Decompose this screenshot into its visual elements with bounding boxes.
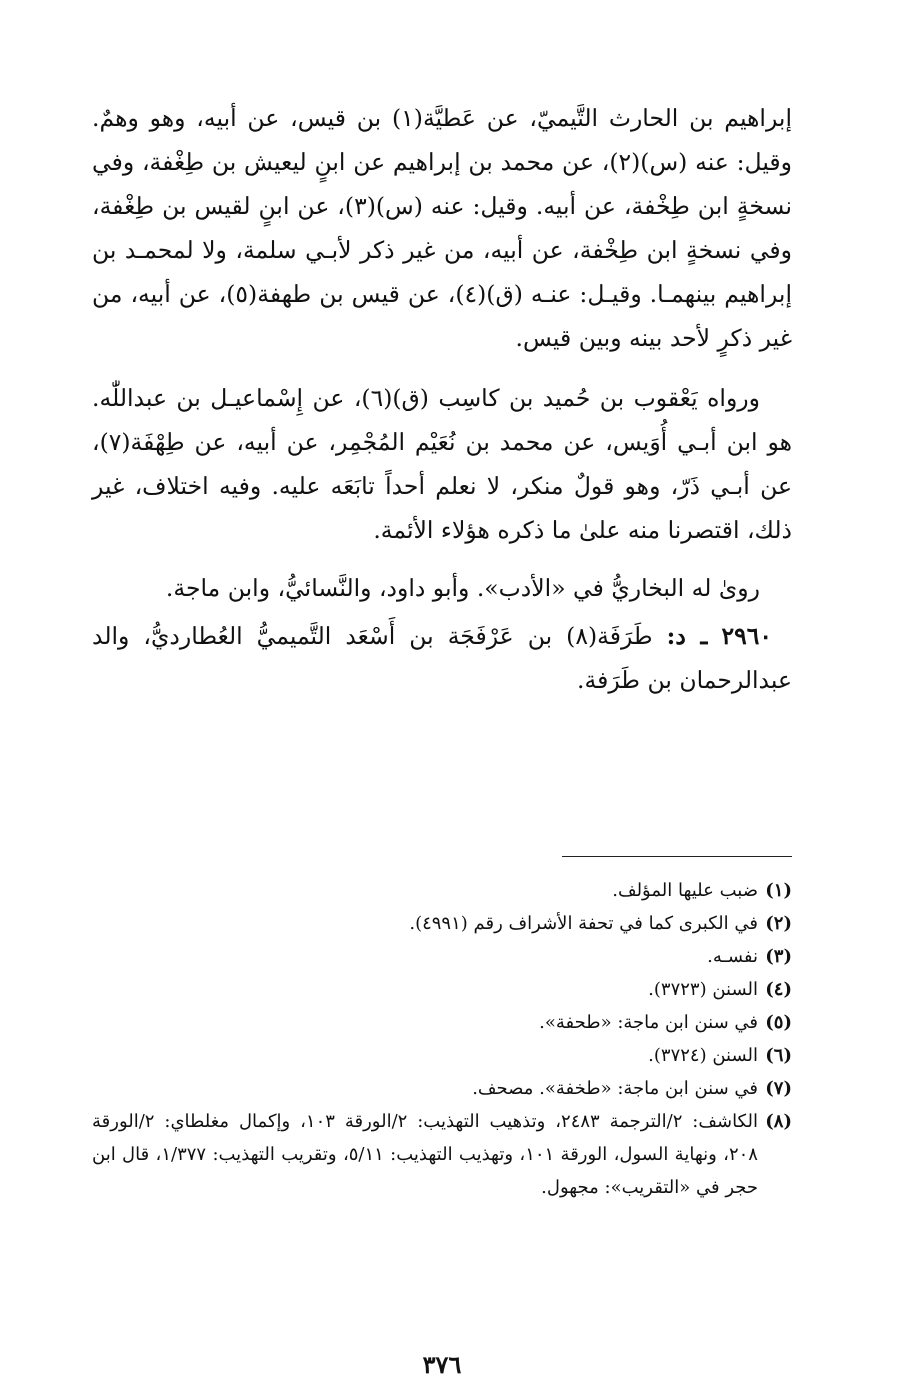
footnote-number: (٦) (765, 1045, 792, 1066)
footnote-divider (562, 856, 792, 857)
paragraph-2: ورواه يَعْقوب بن حُميد بن كاسِب (ق)(٦)، عن إِسْماعيـل بن عبداللّٰه. هو ابن أبـي أُوَيس، عن محمد بن نُعَيْم المُجْمِر، عن أبيه، عن طِهْفَة(٧)، عن أبـي ذَرّ، وهو قولٌ منكر، لا نعلم أحداً تابَعَه عليه. وفيه اختلاف، غير ذلك، اقتصرنا منه علىٰ ما ذكره هؤلاء الأئمة. (92, 384, 792, 544)
footnote-6 (92, 1039, 792, 1072)
entry-2960 (92, 614, 792, 702)
footnote-5 (92, 1006, 792, 1039)
footnote-1 (92, 874, 792, 907)
footnote-text: السنن (٣٧٢٤). (648, 1045, 758, 1066)
footnote-text: في الكبرى كما في تحفة الأشراف رقم (٤٩٩١). (409, 913, 758, 934)
footnote-text: في سنن ابن ماجة: «طخفة». مصحف. (472, 1078, 758, 1099)
footnote-text: نفسـه. (707, 946, 758, 967)
footnote-text: السنن (٣٧٢٣). (648, 979, 758, 1000)
footnotes (92, 874, 792, 1204)
main-text (92, 96, 792, 702)
book-page (92, 96, 792, 1379)
paragraph-3: رویٰ له البخاريُّ في «الأدب». وأبو داود، والنَّسائيُّ، وابن ماجة. (165, 574, 760, 602)
footnote-text: ضبب عليها المؤلف. (612, 880, 758, 901)
entry-number: ٢٩٦٠ (721, 622, 772, 650)
paragraph-1: إبراهيم بن الحارث التَّيميّ، عن عَطيَّة(١) بن قيس، عن أبيه، وهو وهمٌ. وقيل: عنه (س)(٢)، عن محمد بن إبراهيم عن ابنٍ ليعيش بن طِغْفة، وفي نسخةٍ ابن طِخْفة، عن أبيه. وقيل: عنه (س)(٣)، عن ابنٍ لقيس بن طِغْفة، وفي نسخةٍ ابن طِخْفة، عن أبيه، من غير ذكر لأبـي سلمة، ولا لمحمـد بن إبراهيم بينهمـا. وقيـل: عنـه (ق)(٤)، عن قيس بن طهفة(٥)، عن أبيه، من غير ذكرٍ لأحد بينه وبين قيس. (92, 104, 792, 352)
footnote-number: (٧) (765, 1078, 792, 1099)
footnote-7 (92, 1072, 792, 1105)
footnote-number: (٣) (765, 946, 792, 967)
footnote-number: (٨) (765, 1111, 792, 1132)
footnote-3 (92, 940, 792, 973)
page-number: ٣٧٦ (422, 1350, 462, 1379)
footnote-2 (92, 907, 792, 940)
entry-text: طَرَفَة(٨) بن عَرْفَجَة بن أَسْعَد التَّميميُّ العُطارديُّ، والد عبدالرحمان بن طَرَفة. (92, 622, 792, 694)
footnote-number: (٢) (765, 913, 792, 934)
footnote-text: الكاشف: ٢/الترجمة ٢٤٨٣، وتذهيب التهذيب: ٢/الورقة ١٠٣، وإكمال مغلطاي: ٢/الورقة ٢٠٨، ونهاية السول، الورقة ١٠١، وتهذيب التهذيب: ٥/١١، وتقريب التهذيب: ١/٣٧٧، قال ابن حجر في «التقريب»: مجهول. (92, 1111, 758, 1198)
footnote-number: (٤) (765, 979, 792, 1000)
footnote-number: (١) (765, 880, 792, 901)
footnote-8 (92, 1105, 792, 1204)
footnote-text: في سنن ابن ماجة: «طحفة». (539, 1012, 758, 1033)
footnote-number: (٥) (765, 1012, 792, 1033)
entry-code: ـ د: (666, 622, 708, 650)
footnote-4 (92, 973, 792, 1006)
